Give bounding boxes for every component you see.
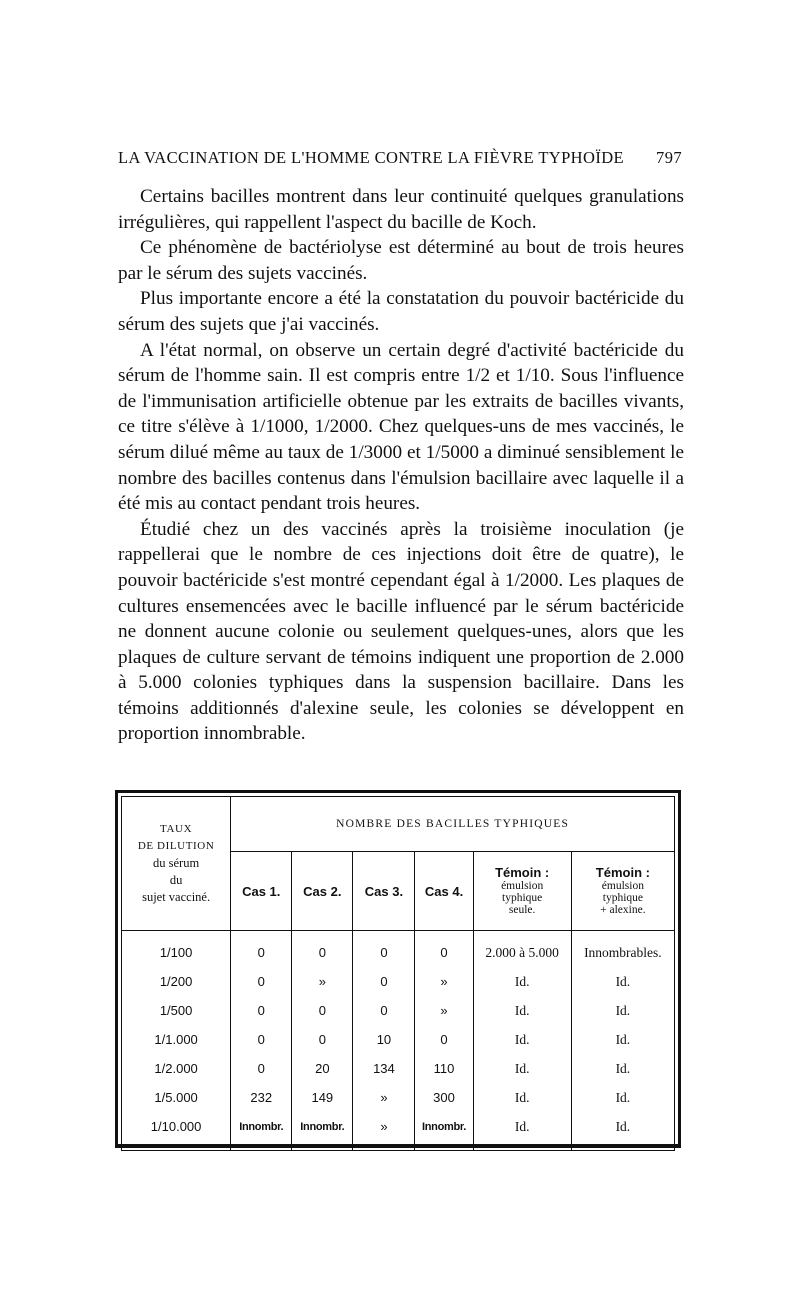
temoin-cell: Id. [473,1112,571,1151]
temoin-cell: Id. [473,1083,571,1112]
table-header-row [122,797,675,852]
temoin-cell: Id. [571,967,674,996]
cas-cell: » [415,967,473,996]
cas-cell: 0 [231,967,292,996]
table-row [122,1054,675,1083]
cas-cell: 0 [231,1054,292,1083]
body-text [118,184,684,747]
table-row [122,996,675,1025]
dilution-cell: 1/100 [122,931,231,968]
cas-cell: 0 [353,931,415,968]
temoin-cell: Id. [571,1054,674,1083]
bacteria-count-table-frame [115,790,681,1148]
cas-cell: 134 [353,1054,415,1083]
cas-cell: Innombr. [292,1112,353,1151]
paragraph: Certains bacilles montrent dans leur continuité quelques granulations irrégulières, qui rappellent l'aspect du bacille de Koch. [118,186,684,233]
paragraph: Plus importante encore a été la constatation du pouvoir bactéricide du sérum des sujets que j'ai vaccinés. [118,288,684,335]
running-head [118,148,682,168]
cas-cell: Innombr. [415,1112,473,1151]
cas-cell: » [353,1083,415,1112]
dilution-cell: 1/5.000 [122,1083,231,1112]
cas-cell: 20 [292,1054,353,1083]
cas-cell: 0 [231,931,292,968]
table-row [122,931,675,968]
temoin-cell: Id. [473,996,571,1025]
cas-cell: 0 [231,1025,292,1054]
cas-cell: 0 [231,996,292,1025]
temoin-cell: Id. [473,1054,571,1083]
cas-cell: » [415,996,473,1025]
paragraph: Ce phénomène de bactériolyse est déterminé au bout de trois heures par le sérum des sujets vaccinés. [118,237,684,284]
cas-cell: 0 [292,931,353,968]
running-title: LA VACCINATION DE L'HOMME CONTRE LA FIÈVRE TYPHOÏDE [118,148,625,167]
dilution-cell: 1/2.000 [122,1054,231,1083]
temoin-cell: Id. [571,1112,674,1151]
temoin-cell: Id. [571,1083,674,1112]
cas-cell: 149 [292,1083,353,1112]
paragraph: A l'état normal, on observe un certain degré d'activité bactéricide du sérum de l'homme sain. Il est compris entre 1/2 et 1/10. Sous l'influence de l'immunisation artificielle obtenue par les extraits de bacilles vivants, ce titre s'élève à 1/1000, 1/2000. Chez quelques-uns de mes vaccinés, le sérum dilué même au taux de 1/3000 et 1/5000 a diminué sensiblement le nombre des bacilles contenus dans l'émulsion bacillaire avec laquelle il a été mis au contact pendant trois heures. [118,339,684,515]
temoin-cell: Id. [473,967,571,996]
temoin-cell: Id. [571,1025,674,1054]
cas-cell: » [292,967,353,996]
table-body [122,931,675,1151]
temoin-seule-header: Témoin : émulsion typhique seule. [473,852,571,931]
cas-cell: Innombr. [231,1112,292,1151]
table-row [122,967,675,996]
cas-cell: 10 [353,1025,415,1054]
table-row [122,1112,675,1151]
cas-cell: 232 [231,1083,292,1112]
temoin-cell: Innombrables. [571,931,674,968]
group-header: NOMBRE DES BACILLES TYPHIQUES [231,797,675,852]
table-row [122,1083,675,1112]
dilution-cell: 1/200 [122,967,231,996]
table-row [122,1025,675,1054]
temoin-cell: Id. [473,1025,571,1054]
cas-cell: 0 [415,931,473,968]
cas-1-header: Cas 1. [231,852,292,931]
dilution-cell: 1/1.000 [122,1025,231,1054]
bacteria-count-table [121,796,675,1151]
temoin-cell: 2.000 à 5.000 [473,931,571,968]
temoin-cell: Id. [571,996,674,1025]
cas-cell: 0 [292,1025,353,1054]
dilution-cell: 1/10.000 [122,1112,231,1151]
cas-cell: » [353,1112,415,1151]
cas-2-header: Cas 2. [292,852,353,931]
cas-cell: 0 [292,996,353,1025]
cas-cell: 0 [415,1025,473,1054]
dilution-cell: 1/500 [122,996,231,1025]
dilution-column-header: TAUX DE DILUTION du sérum du sujet vacciné. [122,797,231,931]
cas-cell: 0 [353,967,415,996]
page-number: 797 [656,148,682,167]
paragraph: Étudié chez un des vaccinés après la troisième inoculation (je rappellerai que le nombre de ces injections doit être de quatre), le pouvoir bactéricide s'est montré cependant égal à 1/2000. Les plaques de cultures ensemencées avec le bacille influencé par le sérum bactéricide ne donnent aucune colonie ou seulement quelques-unes, alors que les plaques de culture servant de témoins indiquent une proportion de 2.000 à 5.000 colonies typhiques dans la suspension bacillaire. Dans les témoins additionnés d'alexine seule, les colonies se développent en proportion innombrable. [118,518,684,745]
cas-cell: 0 [353,996,415,1025]
temoin-alexine-header: Témoin : émulsion typhique + alexine. [571,852,674,931]
cas-4-header: Cas 4. [415,852,473,931]
cas-cell: 300 [415,1083,473,1112]
cas-cell: 110 [415,1054,473,1083]
cas-3-header: Cas 3. [353,852,415,931]
